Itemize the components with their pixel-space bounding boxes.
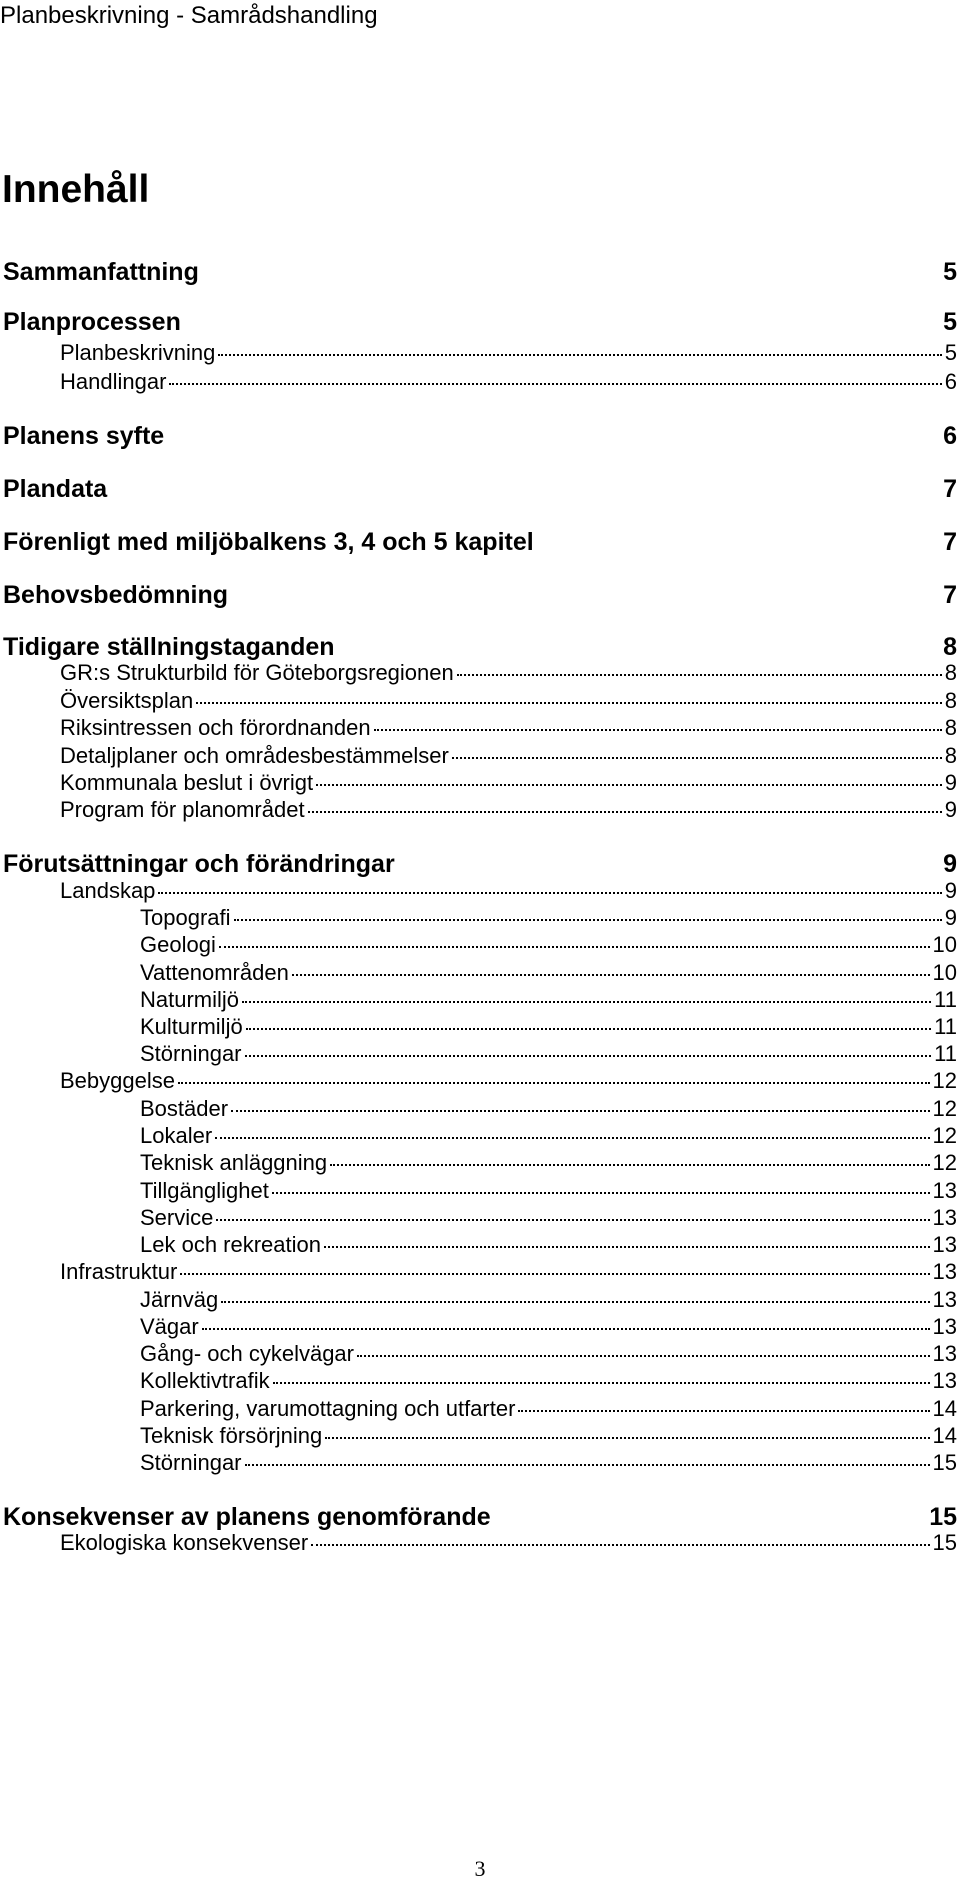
toc-entry-page: 9 (944, 797, 957, 822)
toc-entry-page: 11 (934, 1041, 957, 1066)
toc-entry[interactable] (60, 688, 957, 714)
toc-entry-title: Sammanfattning (3, 258, 199, 286)
toc-entry[interactable] (140, 1205, 957, 1231)
toc-entry-title: Teknisk försörjning (140, 1423, 323, 1448)
toc-entry[interactable] (140, 1314, 957, 1340)
toc-entry-page: 9 (944, 905, 957, 930)
toc-entry-page: 10 (932, 960, 957, 985)
toc-entry-page: 13 (932, 1287, 957, 1312)
dot-leader (308, 811, 942, 813)
toc-entry-page: 6 (943, 422, 957, 450)
toc-entry-page: 13 (932, 1368, 957, 1393)
running-header: Planbeskrivning - Samrådshandling (0, 2, 378, 29)
toc-entry-page: 13 (932, 1259, 957, 1284)
toc-entry[interactable] (140, 1450, 957, 1476)
toc-entry[interactable] (3, 308, 957, 337)
toc-entry-page: 5 (944, 340, 957, 365)
dot-leader (158, 892, 941, 894)
dot-leader (215, 1137, 929, 1139)
toc-entry[interactable] (140, 1368, 957, 1394)
toc-entry[interactable] (140, 1096, 957, 1122)
dot-leader (242, 1001, 931, 1003)
toc-entry-page: 6 (944, 369, 957, 394)
toc-entry[interactable] (3, 581, 957, 610)
toc-entry-title: Gång- och cykelvägar (140, 1341, 354, 1366)
toc-entry-title: Topografi (140, 905, 231, 930)
toc-entry-title: Störningar (140, 1450, 242, 1475)
toc-entry[interactable] (140, 1123, 957, 1149)
toc-entry-title: Handlingar (60, 369, 167, 394)
toc-entry-title: Konsekvenser av planens genomförande (3, 1503, 491, 1531)
dot-leader (374, 729, 942, 731)
toc-entry-title: Bostäder (140, 1096, 229, 1121)
toc-entry-title: Parkering, varumottagning och utfarter (140, 1396, 516, 1421)
dot-leader (272, 1192, 930, 1194)
toc-entry-title: Förutsättningar och förändringar (3, 850, 395, 878)
toc-entry-title: Lek och rekreation (140, 1232, 321, 1257)
dot-leader (246, 1028, 931, 1030)
toc-entry-title: Kollektivtrafik (140, 1368, 270, 1393)
toc-entry-title: Geologi (140, 932, 216, 957)
toc-entry-title: Teknisk anläggning (140, 1150, 328, 1175)
dot-leader (245, 1055, 932, 1057)
toc-entry-page: 7 (943, 528, 957, 556)
toc-entry-title: Behovsbedömning (3, 581, 229, 609)
dot-leader (221, 1301, 929, 1303)
toc-entry[interactable] (140, 1287, 957, 1313)
dot-leader (196, 702, 941, 704)
dot-leader (245, 1464, 930, 1466)
toc-entry-page: 8 (944, 688, 957, 713)
toc-entry[interactable] (3, 633, 957, 662)
dot-leader (324, 1246, 930, 1248)
toc-entry[interactable] (60, 1259, 957, 1285)
toc-entry-title: Vattenområden (140, 960, 289, 985)
toc-entry-title: Vägar (140, 1314, 199, 1339)
toc-entry[interactable] (3, 1503, 957, 1532)
dot-leader (219, 946, 930, 948)
toc-entry[interactable] (140, 1041, 957, 1067)
dot-leader (457, 674, 942, 676)
toc-entry[interactable] (60, 743, 957, 769)
toc-entry[interactable] (60, 878, 957, 904)
page-number: 3 (474, 1856, 486, 1881)
toc-entry-title: Kulturmiljö (140, 1014, 243, 1039)
dot-leader (330, 1164, 929, 1166)
toc-entry-page: 8 (944, 660, 957, 685)
toc-entry-page: 11 (934, 987, 957, 1012)
toc-entry[interactable] (60, 340, 957, 366)
toc-entry-page: 13 (932, 1178, 957, 1203)
toc-entry[interactable] (140, 1178, 957, 1204)
dot-leader (234, 919, 942, 921)
toc-entry[interactable] (60, 770, 957, 796)
toc-entry[interactable] (140, 1014, 957, 1040)
dot-leader (169, 383, 941, 385)
toc-entry-page: 12 (932, 1150, 957, 1175)
dot-leader (325, 1437, 929, 1439)
dot-leader (273, 1382, 930, 1384)
toc-entry-title: Planprocessen (3, 308, 181, 336)
toc-title: Innehåll (2, 168, 150, 211)
toc-entry-title: Bebyggelse (60, 1068, 175, 1093)
dot-leader (311, 1544, 929, 1546)
toc-entry-title: Störningar (140, 1041, 242, 1066)
dot-leader (180, 1273, 929, 1275)
toc-entry[interactable] (3, 528, 957, 557)
toc-entry[interactable] (60, 715, 957, 741)
toc-entry-page: 9 (944, 878, 957, 903)
toc-entry[interactable] (60, 1068, 957, 1094)
toc-entry-page: 12 (932, 1096, 957, 1121)
toc-entry-page: 15 (929, 1503, 957, 1531)
toc-entry-page: 9 (943, 850, 957, 878)
dot-leader (178, 1082, 930, 1084)
toc-entry-title: Planens syfte (3, 422, 165, 450)
toc-entry[interactable] (140, 1423, 957, 1449)
toc-entry-page: 8 (944, 715, 957, 740)
dot-leader (292, 974, 930, 976)
toc-entry[interactable] (140, 1341, 957, 1367)
toc-entry-title: Service (140, 1205, 214, 1230)
toc-entry[interactable] (140, 1232, 957, 1258)
toc-entry-page: 7 (943, 581, 957, 609)
toc-entry-page: 9 (944, 770, 957, 795)
toc-entry[interactable] (140, 987, 957, 1013)
toc-entry[interactable] (140, 932, 957, 958)
toc-entry-title: Naturmiljö (140, 987, 240, 1012)
toc-entry-page: 12 (932, 1123, 957, 1148)
dot-leader (357, 1355, 930, 1357)
toc-entry-title: Planbeskrivning (60, 340, 216, 365)
toc-entry[interactable] (60, 797, 957, 823)
toc-entry[interactable] (3, 422, 957, 451)
toc-entry-page: 8 (944, 743, 957, 768)
toc-entry-page: 10 (932, 932, 957, 957)
dot-leader (518, 1410, 929, 1412)
toc-entry-title: Tillgänglighet (140, 1178, 269, 1203)
toc-entry-title: Landskap (60, 878, 156, 903)
toc-entry-page: 14 (932, 1396, 957, 1421)
toc-entry-page: 12 (932, 1068, 957, 1093)
toc-entry-title: Program för planområdet (60, 797, 305, 822)
toc-entry[interactable] (140, 960, 957, 986)
toc-entry[interactable] (60, 369, 957, 395)
toc-entry-title: Lokaler (140, 1123, 213, 1148)
toc-entry-title: Tidigare ställningstaganden (3, 633, 335, 661)
toc-entry-title: Järnväg (140, 1287, 219, 1312)
toc-entry-title: Infrastruktur (60, 1259, 178, 1284)
toc-entry[interactable] (140, 1150, 957, 1176)
dot-leader (316, 784, 942, 786)
toc-entry-page: 15 (932, 1530, 957, 1555)
toc-entry-title: GR:s Strukturbild för Göteborgsregionen (60, 660, 454, 685)
toc-entry-title: Översiktsplan (60, 688, 194, 713)
toc-entry-page: 13 (932, 1314, 957, 1339)
toc-entry[interactable] (60, 1530, 957, 1556)
dot-leader (216, 1219, 929, 1221)
dot-leader (218, 354, 941, 356)
dot-leader (231, 1110, 929, 1112)
toc-entry-page: 15 (932, 1450, 957, 1475)
toc-entry-title: Ekologiska konsekvenser (60, 1530, 309, 1555)
dot-leader (202, 1328, 930, 1330)
toc-entry-page: 13 (932, 1232, 957, 1257)
toc-entry[interactable] (3, 850, 957, 879)
toc-entry-page: 13 (932, 1341, 957, 1366)
toc-entry-title: Plandata (3, 475, 108, 503)
toc-entry-page: 5 (943, 258, 957, 286)
toc-entry[interactable] (140, 1396, 957, 1422)
toc-entry[interactable] (140, 905, 957, 931)
toc-entry-title: Riksintressen och förordnanden (60, 715, 371, 740)
toc-entry[interactable] (60, 660, 957, 686)
toc-entry-title: Förenligt med miljöbalkens 3, 4 och 5 kapitel (3, 528, 534, 556)
toc-entry-page: 5 (943, 308, 957, 336)
toc-entry[interactable] (3, 475, 957, 504)
toc-entry-page: 13 (932, 1205, 957, 1230)
toc-entry-title: Kommunala beslut i övrigt (60, 770, 314, 795)
toc-entry-page: 11 (934, 1014, 957, 1039)
toc-entry-page: 8 (943, 633, 957, 661)
toc-entry-title: Detaljplaner och områdesbestämmelser (60, 743, 449, 768)
dot-leader (452, 757, 942, 759)
toc-entry-page: 14 (932, 1423, 957, 1448)
toc-entry-page: 7 (943, 475, 957, 503)
toc-entry[interactable] (3, 258, 957, 287)
